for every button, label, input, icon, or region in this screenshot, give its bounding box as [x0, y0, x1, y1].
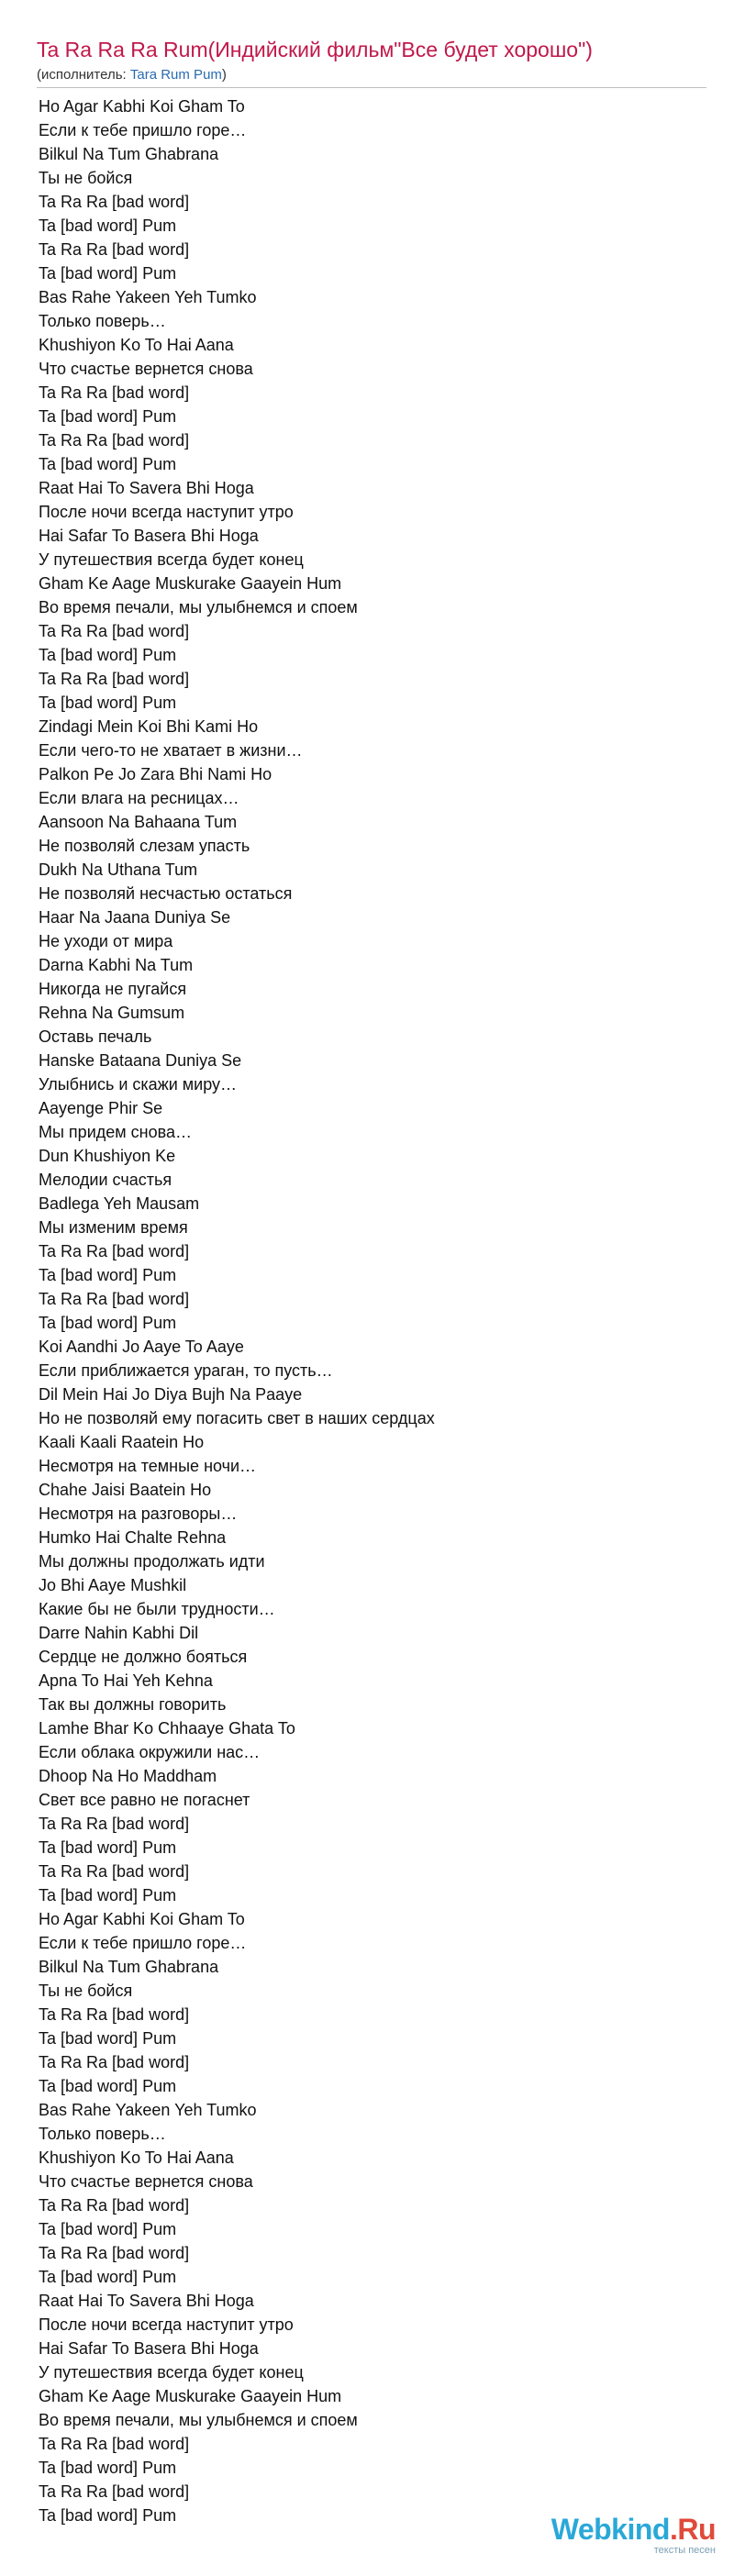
lyric-line: Ta Ra Ra [bad word]	[39, 2482, 190, 2501]
lyric-line: Ta [bad word] Pum	[39, 2459, 177, 2477]
song-header	[37, 37, 716, 84]
lyric-line: Если к тебе пришло горе…	[39, 121, 247, 139]
brand-tld-text: .Ru	[669, 2513, 716, 2546]
lyric-line: Ta Ra Ra [bad word]	[39, 1815, 190, 1833]
lyric-line: Apna To Hai Yeh Kehna	[39, 1671, 213, 1690]
lyric-line: Если приближается ураган, то пусть…	[39, 1361, 333, 1380]
lyric-line: Koi Aandhi Jo Aaye To Aaye	[39, 1338, 244, 1356]
lyric-line: Hanske Bataana Duniya Se	[39, 1051, 242, 1070]
lyric-line: Ta [bad word] Pum	[39, 694, 177, 712]
lyric-line: У путешествия всегда будет конец	[39, 2363, 304, 2382]
lyric-line: Ta Ra Ra [bad word]	[39, 670, 190, 688]
lyric-line: Chahe Jaisi Baatein Ho	[39, 1481, 212, 1499]
lyric-line: Оставь печаль	[39, 1027, 152, 1046]
lyric-line: Raat Hai To Savera Bhi Hoga	[39, 2292, 254, 2310]
song-title: Ta Ra Ra Ra Rum(Индийский фильм"Все будет хорошо")	[37, 38, 593, 61]
brand-subtitle: тексты песен	[653, 2545, 716, 2556]
performer-prefix: (исполнитель:	[37, 67, 130, 83]
lyric-line: Hai Safar To Basera Bhi Hoga	[39, 527, 259, 545]
lyric-line: Ta [bad word] Pum	[39, 2268, 177, 2286]
lyric-line: Ta Ra Ra [bad word]	[39, 2435, 190, 2453]
lyric-line: Сердце не должно бояться	[39, 1648, 248, 1666]
lyric-line: После ночи всегда наступит утро	[39, 2315, 294, 2334]
lyric-line: Мы изменим время	[39, 1218, 188, 1237]
lyric-line: Ta Ra Ra [bad word]	[39, 2005, 190, 2024]
lyric-line: Ta [bad word] Pum	[39, 455, 177, 473]
lyric-line: Ta [bad word] Pum	[39, 1838, 177, 1857]
lyric-line: Несмотря на разговоры…	[39, 1505, 238, 1523]
header-divider	[37, 87, 706, 88]
lyric-line: Несмотря на темные ночи…	[39, 1457, 257, 1475]
site-watermark	[551, 2514, 716, 2556]
lyric-line: Ho Agar Kabhi Koi Gham To	[39, 97, 245, 116]
lyric-line: Ta Ra Ra [bad word]	[39, 1242, 190, 1260]
lyric-line: Ta Ra Ra [bad word]	[39, 431, 190, 450]
lyric-line: Bas Rahe Yakeen Yeh Tumko	[39, 2101, 257, 2119]
lyric-line: Так вы должны говорить	[39, 1695, 227, 1714]
lyric-line: Не позволяй слезам упасть	[39, 837, 250, 855]
lyrics-body	[39, 94, 699, 2527]
lyric-line: Kaali Kaali Raatein Ho	[39, 1433, 205, 1451]
lyric-line: Ты не бойся	[39, 169, 133, 187]
lyric-line: После ночи всегда наступит утро	[39, 503, 294, 521]
lyric-line: Palkon Pe Jo Zara Bhi Nami Ho	[39, 765, 272, 783]
lyric-line: Darna Kabhi Na Tum	[39, 956, 194, 974]
lyric-line: Во время печали, мы улыбнемся и споем	[39, 2411, 358, 2429]
lyric-line: Humko Hai Chalte Rehna	[39, 1528, 227, 1547]
lyric-line: Ta Ra Ra [bad word]	[39, 622, 190, 640]
lyric-line: Если чего-то не хватает в жизни…	[39, 741, 303, 760]
lyric-line: Ta Ra Ra [bad word]	[39, 2053, 190, 2071]
lyric-line: Ta [bad word] Pum	[39, 264, 177, 283]
lyric-line: Khushiyon Ko To Hai Aana	[39, 2149, 234, 2167]
lyric-line: Ta [bad word] Pum	[39, 407, 177, 426]
lyric-line: Hai Safar To Basera Bhi Hoga	[39, 2339, 259, 2358]
lyric-line: Dhoop Na Ho Maddham	[39, 1767, 217, 1785]
lyric-line: Свет все равно не погаснет	[39, 1791, 250, 1809]
performer-suffix: )	[221, 67, 227, 83]
lyric-line: Какие бы не были трудности…	[39, 1600, 275, 1618]
lyric-line: Aansoon Na Bahaana Tum	[39, 813, 238, 831]
lyric-line: Ta [bad word] Pum	[39, 1314, 177, 1332]
lyric-line: Улыбнись и скажи миру…	[39, 1075, 238, 1094]
lyric-line: Ta [bad word] Pum	[39, 2077, 177, 2095]
lyric-line: Только поверь…	[39, 312, 166, 330]
performer-line	[37, 66, 716, 84]
lyric-line: Ta [bad word] Pum	[39, 217, 177, 235]
lyric-line: Ho Agar Kabhi Koi Gham To	[39, 1910, 245, 1928]
lyric-line: Darre Nahin Kabhi Dil	[39, 1624, 199, 1642]
lyric-line: Dil Mein Hai Jo Diya Bujh Na Paaye	[39, 1385, 303, 1404]
lyric-line: Ta Ra Ra [bad word]	[39, 193, 190, 211]
lyric-line: Мелодии счастья	[39, 1171, 172, 1189]
lyric-line: Мы должны продолжать идти	[39, 1552, 265, 1571]
lyric-line: Никогда не пугайся	[39, 980, 187, 998]
lyric-line: Ta Ra Ra [bad word]	[39, 383, 190, 402]
lyric-line: Но не позволяй ему погасить свет в наших сердцах	[39, 1409, 435, 1427]
lyric-line: Ta [bad word] Pum	[39, 1886, 177, 1904]
lyric-line: Во время печали, мы улыбнемся и споем	[39, 598, 358, 616]
brand-main-text: Webkind	[550, 2513, 670, 2546]
lyric-line: Dukh Na Uthana Tum	[39, 861, 198, 879]
lyric-line: Bilkul Na Tum Ghabrana	[39, 1958, 219, 1976]
lyric-line: Только поверь…	[39, 2125, 166, 2143]
lyric-line: Ты не бойся	[39, 1982, 133, 2000]
lyric-line: Если влага на ресницах…	[39, 789, 239, 807]
lyric-line: Ta Ra Ra [bad word]	[39, 2244, 190, 2262]
lyric-line: Не уходи от мира	[39, 932, 173, 950]
lyric-line: Gham Ke Aage Muskurake Gaayein Hum	[39, 2387, 342, 2405]
lyric-line: Ta [bad word] Pum	[39, 646, 177, 664]
lyric-line: Ta [bad word] Pum	[39, 2506, 177, 2525]
lyric-line: Khushiyon Ko To Hai Aana	[39, 336, 234, 354]
lyric-line: Haar Na Jaana Duniya Se	[39, 908, 231, 927]
lyric-line: Aayenge Phir Se	[39, 1099, 163, 1117]
lyric-line: Gham Ke Aage Muskurake Gaayein Hum	[39, 574, 342, 593]
lyric-line: Ta Ra Ra [bad word]	[39, 240, 190, 259]
lyric-line: Bilkul Na Tum Ghabrana	[39, 145, 219, 163]
lyric-line: Raat Hai To Savera Bhi Hoga	[39, 479, 254, 497]
lyric-line: Ta Ra Ra [bad word]	[39, 2196, 190, 2215]
lyric-line: Если облака окружили нас…	[39, 1743, 261, 1761]
lyric-line: Badlega Yeh Mausam	[39, 1194, 200, 1213]
lyric-line: Zindagi Mein Koi Bhi Kami Ho	[39, 717, 259, 736]
lyric-line: Ta [bad word] Pum	[39, 2220, 177, 2238]
lyric-line: Не позволяй несчастью остаться	[39, 884, 293, 903]
lyric-line: Bas Rahe Yakeen Yeh Tumko	[39, 288, 257, 306]
brand-logo	[551, 2514, 716, 2545]
performer-link[interactable]: Tara Rum Pum	[129, 67, 222, 83]
lyric-line: Если к тебе пришло горе…	[39, 1934, 247, 1952]
lyric-line: Ta Ra Ra [bad word]	[39, 1290, 190, 1308]
lyric-line: Lamhe Bhar Ko Chhaaye Ghata To	[39, 1719, 295, 1738]
lyric-line: Jo Bhi Aaye Mushkil	[39, 1576, 187, 1594]
lyric-line: У путешествия всегда будет конец	[39, 550, 304, 569]
lyric-line: Мы придем снова…	[39, 1123, 192, 1141]
lyric-line: Что счастье вернется снова	[39, 360, 253, 378]
lyric-line: Rehna Na Gumsum	[39, 1004, 185, 1022]
lyric-line: Ta [bad word] Pum	[39, 1266, 177, 1284]
lyric-line: Ta [bad word] Pum	[39, 2029, 177, 2048]
lyric-line: Что счастье вернется снова	[39, 2172, 253, 2191]
lyric-line: Ta Ra Ra [bad word]	[39, 1862, 190, 1881]
lyric-line: Dun Khushiyon Ke	[39, 1147, 176, 1165]
